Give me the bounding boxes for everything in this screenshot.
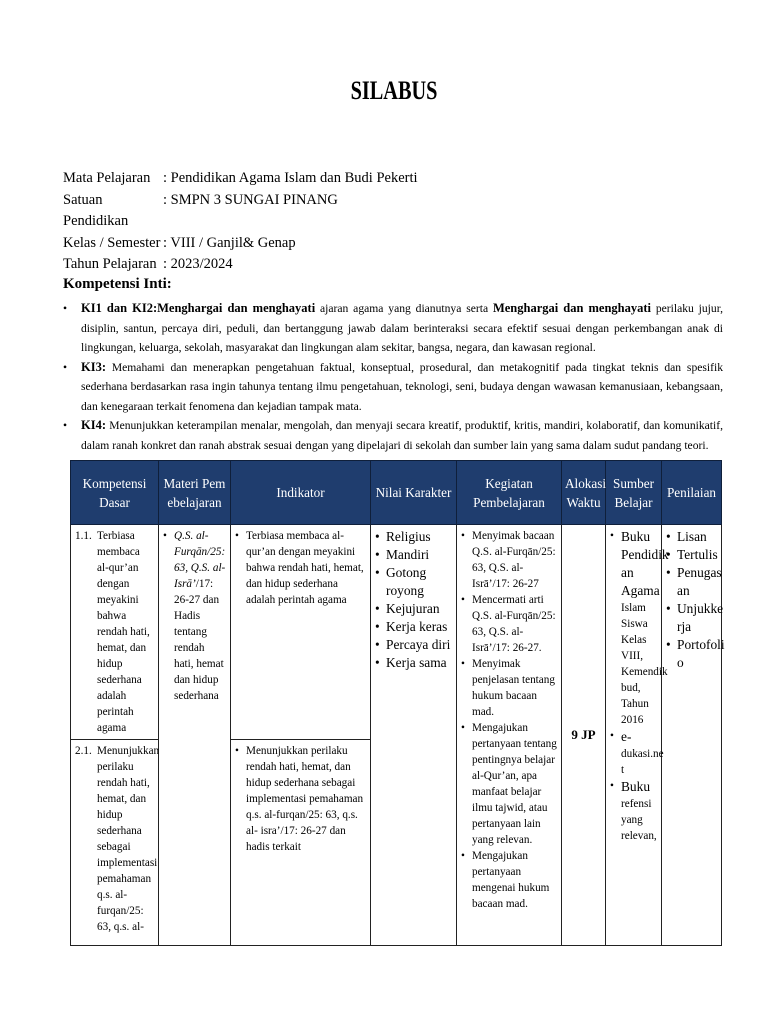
core-competence-title: Kompetensi Inti: [63,276,172,292]
ki-item [63,299,723,358]
kegiatan-item: • Mengajukan pertanyaan mengenai hukum bacaan mad. [461,848,557,912]
nilai-item: • Mandiri [375,546,452,564]
materi-cell [159,525,231,946]
kegiatan-cell [457,525,562,946]
sumber-big: e- [621,729,632,744]
meta-value: : 2023/2024 [163,256,233,272]
ki-head: KI4: [81,418,106,432]
ki-text: perilaku jujur, disiplin, santun, percaya diri, peduli, dan bertanggung jawab dalam berinteraksi secara efektif sesuai dengan perkembangan anak di lingkungan, keluarga, sekolah, masyarakat dan lingkungan alam sekitar, bangsa, negara, dan kawasan regional. [81,302,723,354]
alokasi-cell: 9 JP [562,525,606,946]
nilai-item: • Gotong royong [375,564,452,600]
meta-value: : SMPN 3 SUNGAI PINANG [163,191,338,208]
sumber-cell [606,525,669,946]
penilaian-item: • Lisan [666,528,717,546]
kegiatan-item: • Menyimak bacaan Q.S. al-Furqān/25: 63, Q.S. al-Isrā’/17: 26-27 [461,528,557,592]
meta-label: Tahun Pelajaran [63,256,157,272]
kd-number: 2.1. [75,745,92,757]
meta-value: : Pendidikan Agama Islam dan Budi Pekerti [163,170,418,186]
penilaian-item: • Penugas an [666,564,717,600]
nilai-item: • Kerja keras [375,618,452,636]
sumber-item [610,728,664,778]
ki-text: ajaran agama yang dianutnya serta [315,302,493,315]
table-row [71,525,722,740]
penilaian-cell [662,525,725,946]
sumber-small: dukasi.ne t [621,748,664,776]
subject-info [63,168,418,276]
nilai-item: • Religius [375,528,452,546]
meta-row [63,190,418,233]
indikator-cell [231,740,371,946]
indikator-item: • Terbiasa membaca al-qur’an dengan meyakini bahwa rendah hati, hemat, dan hidup sederhana adalah perintah agama [235,528,366,608]
syllabus-table [70,460,725,946]
kegiatan-item: • Menyimak penjelasan tentang hukum bacaan mad. [461,656,557,720]
bullet-icon: • [63,360,68,374]
ki-item [63,416,723,455]
materi-ref: Q.S. al-Furqān/25: 63, Q.S. al-Isrā’ [174,530,226,590]
materi-text: /17: 26-27 dan Hadis tentang rendah hati, hemat dan hidup sederhana [174,578,224,702]
kd-text: Terbiasa membaca al-qur’an dengan meyakini bahwa rendah hati, hemat, dan hidup sederhana adalah perintah agama [97,530,150,734]
column-header: Kompetensi Dasar [71,461,159,525]
kegiatan-item: • Mencermati arti Q.S. al-Furqān/25: 63, Q.S. al-Isrā’/17: 26-27. [461,592,557,656]
table-header-row [71,461,722,525]
nilai-cell [371,525,457,946]
ki-head: KI3: [81,359,106,374]
nilai-item: • Percaya diri [375,636,452,654]
sumber-item [610,528,669,728]
column-header: Materi Pemebelajaran [159,461,231,525]
ki-text: Memahami dan menerapkan pengetahuan faktual, konseptual, prosedural, dan metakognitif pada tingkat teknis dan spesifik sederhana berdasarkan rasa ingin tahunya tentang ilmu pengetahuan, teknologi, seni, budaya dengan wawasan kemanusiaan, kebangsaan, dan kenegaraan terkait fenomena dan kejadian tampak mata. [81,360,723,413]
sumber-small: refensi yang relevan, [621,798,657,842]
penilaian-item: • Unjukke rja [666,600,717,636]
meta-value: : VIII / Ganjil& Genap [163,234,296,251]
sumber-big: Buku Pendidik an Agama [621,529,669,598]
sumber-big: Buku [621,779,651,794]
sumber-small: Islam Siswa Kelas VIII, Kemendik bud, Tahun 2016 [621,602,668,726]
column-header: Sumber Belajar [606,461,662,525]
sumber-item [610,778,657,844]
penilaian-item: • Tertulis [666,546,717,564]
ki-text: Menunjukkan keterampilan menalar, mengolah, dan menyaji secara kreatif, produktif, kritis, mandiri, kolaboratif, dan komunikatif, dalam ranah konkret dan ranah abstrak sesuai dengan yang dipelajari di sekolah dan sumber lain yang sama dalam sudut pandang teori. [81,419,723,452]
meta-label: Mata Pelajaran [63,170,151,186]
indikator-cell [231,525,371,740]
kd-text: Menunjukkan perilaku rendah hati, hemat, dan hidup sederhana sebagai implementasi pemahaman q.s. al-furqan/25: 63, q.s. al- [97,745,160,933]
column-header: Indikator [231,461,371,525]
core-competence-list [63,299,723,455]
ki-bold: Menghargai dan menghayati [492,301,651,315]
column-header: Nilai Karakter [371,461,457,525]
kd-cell [71,525,159,740]
meta-label: Satuan Pendidikan [63,191,129,229]
ki-item [63,358,723,417]
column-header: Alokasi Waktu [562,461,606,525]
meta-label: Kelas / Semester [63,234,161,251]
nilai-item: • Kerja sama [375,654,452,672]
nilai-item: • Kejujuran [375,600,452,618]
column-header: Kegiatan Pembelajaran [457,461,562,525]
column-header: Penilaian [662,461,722,525]
materi-item [163,528,226,704]
meta-row [63,168,418,190]
meta-row [63,233,418,255]
ki-head: KI1 dan KI2:Menghargai dan menghayati [81,301,316,315]
indikator-item: • Menunjukkan perilaku rendah hati, hemat, dan hidup sederhana sebagai implementasi pemahaman q.s. al-furqan/25: 63, q.s. al- isra’/17: 26-27 dan hadis terkait [235,743,366,855]
meta-row [63,254,418,276]
penilaian-item: • Portofoli o [666,636,717,672]
document-title: SILABUS [350,76,438,105]
kegiatan-item: • Mengajukan pertanyaan tentang pentingnya belajar al-Qur’an, apa manfaat belajar ilmu tajwid, atau pertanyaan lain yang relevan. [461,720,557,848]
kd-cell [71,740,159,946]
bullet-icon: • [63,302,68,315]
bullet-icon: • [63,419,68,432]
kd-number: 1.1. [75,530,92,542]
